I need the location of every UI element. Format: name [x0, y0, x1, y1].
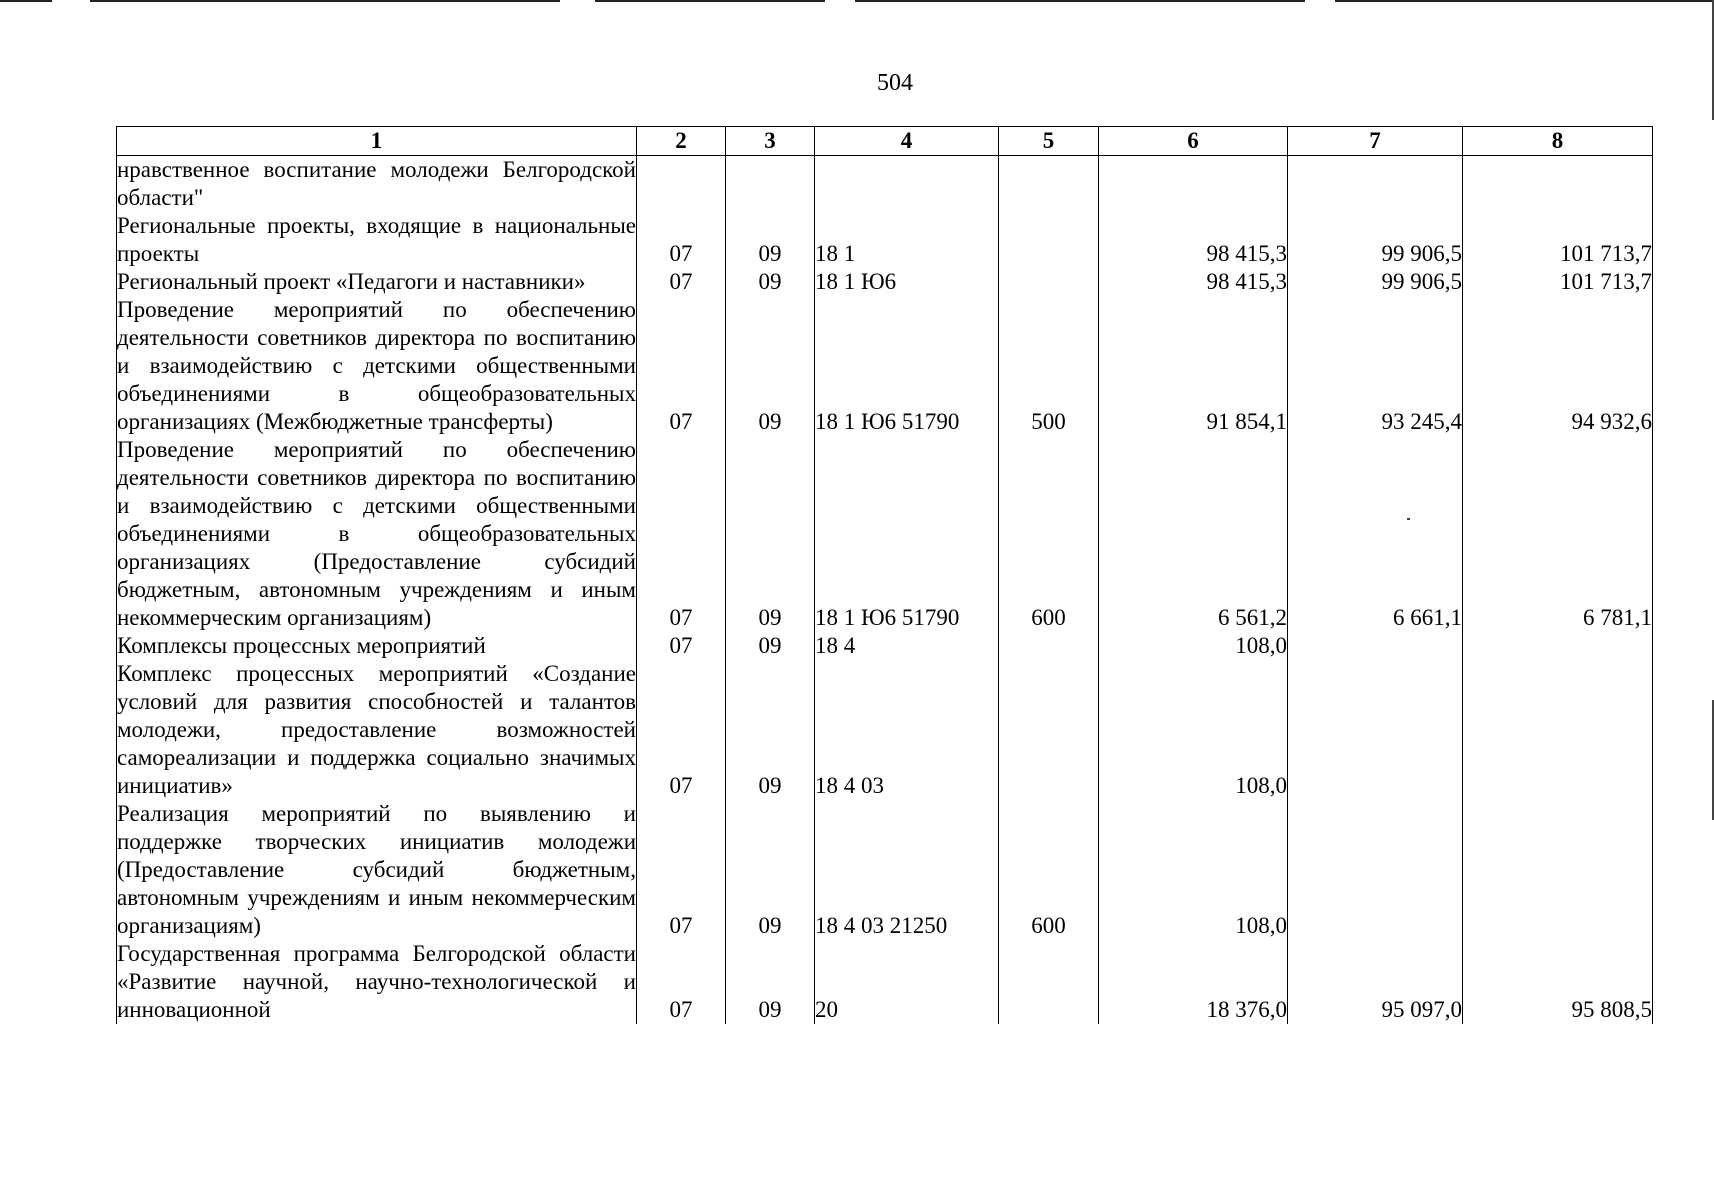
row-description: нравственное воспитание молодежи Белгородской области"	[117, 157, 636, 210]
table-row	[117, 156, 1653, 213]
row-description: Проведение мероприятий по обеспечению деятельности советников директора по воспитанию и взаимодействию с детскими общественными объединениями в общеобразовательных организациях (Предоставление субсидий бюджетным, автономным учреждениям и иным некоммерческим организациям)	[117, 437, 636, 630]
cell-section: 07	[637, 268, 726, 296]
table-row	[117, 212, 1653, 268]
row-description: Проведение мероприятий по обеспечению деятельности советников директора по воспитанию и взаимодействию с детскими общественными объединениями в общеобразовательных организациях (Межбюджетные трансферты)	[117, 297, 636, 434]
column-header: 7	[1288, 127, 1463, 156]
cell-expense-type: 600	[999, 800, 1099, 940]
table-row	[117, 268, 1653, 296]
cell-amount-year3	[1463, 156, 1653, 213]
table-row	[117, 632, 1653, 660]
cell-subsection: 09	[726, 800, 815, 940]
cell-section	[637, 156, 726, 213]
cell-subsection: 09	[726, 296, 815, 436]
cell-subsection	[726, 156, 815, 213]
cell-section: 07	[637, 296, 726, 436]
column-header: 4	[815, 127, 999, 156]
cell-amount-year3	[1463, 660, 1653, 800]
cell-expense-type	[999, 268, 1099, 296]
cell-expense-type	[999, 940, 1099, 1024]
cell-subsection: 09	[726, 632, 815, 660]
cell-amount-year3: 101 713,7	[1463, 212, 1653, 268]
cell-amount-year2	[1288, 632, 1463, 660]
cell-target-article: 18 1 Ю6 51790	[815, 436, 999, 632]
table-header-row	[117, 127, 1653, 156]
cell-expense-type	[999, 156, 1099, 213]
cell-subsection: 09	[726, 660, 815, 800]
cell-expense-type	[999, 660, 1099, 800]
cell-target-article: 20	[815, 940, 999, 1024]
row-description: Комплексы процессных мероприятий	[117, 632, 637, 660]
cell-amount-year1: 91 854,1	[1099, 296, 1288, 436]
column-header: 5	[999, 127, 1099, 156]
cell-expense-type: 500	[999, 296, 1099, 436]
cell-target-article: 18 1 Ю6	[815, 268, 999, 296]
table-row	[117, 660, 1653, 800]
cell-amount-year3	[1463, 632, 1653, 660]
cell-section: 07	[637, 632, 726, 660]
column-header: 6	[1099, 127, 1288, 156]
cell-amount-year3: 101 713,7	[1463, 268, 1653, 296]
cell-amount-year1: 108,0	[1099, 800, 1288, 940]
row-description: Региональный проект «Педагоги и наставники»	[117, 268, 637, 296]
scan-speck	[1407, 518, 1410, 520]
cell-section: 07	[637, 212, 726, 268]
cell-amount-year1	[1099, 156, 1288, 213]
cell-amount-year1: 18 376,0	[1099, 940, 1288, 1024]
table-row	[117, 940, 1653, 1024]
column-header: 3	[726, 127, 815, 156]
cell-amount-year2: 6 661,1	[1288, 436, 1463, 632]
cell-target-article: 18 1	[815, 212, 999, 268]
cell-subsection: 09	[726, 436, 815, 632]
cell-amount-year2: 99 906,5	[1288, 212, 1463, 268]
cell-subsection: 09	[726, 268, 815, 296]
cell-target-article: 18 4	[815, 632, 999, 660]
cell-target-article: 18 1 Ю6 51790	[815, 296, 999, 436]
cell-amount-year1: 98 415,3	[1099, 268, 1288, 296]
row-description: Комплекс процессных мероприятий «Создание условий для развития способностей и талантов молодежи, предоставление возможностей самореализации и поддержка социально значимых инициатив»	[117, 661, 636, 798]
cell-expense-type: 600	[999, 436, 1099, 632]
cell-expense-type	[999, 632, 1099, 660]
cell-expense-type	[999, 212, 1099, 268]
cell-amount-year3	[1463, 800, 1653, 940]
column-header: 1	[117, 127, 637, 156]
row-description: Региональные проекты, входящие в национальные проекты	[117, 213, 636, 266]
cell-amount-year2	[1288, 660, 1463, 800]
cell-amount-year2	[1288, 156, 1463, 213]
row-description: Реализация мероприятий по выявлению и поддержке творческих инициатив молодежи (Предоставление субсидий бюджетным, автономным учреждениям и иным некоммерческим организациям)	[117, 801, 636, 938]
page-number: 504	[877, 70, 913, 96]
cell-section: 07	[637, 800, 726, 940]
cell-amount-year1: 6 561,2	[1099, 436, 1288, 632]
cell-amount-year2: 99 906,5	[1288, 268, 1463, 296]
cell-amount-year2: 93 245,4	[1288, 296, 1463, 436]
cell-amount-year2: 95 097,0	[1288, 940, 1463, 1024]
cell-target-article: 18 4 03	[815, 660, 999, 800]
table-row	[117, 436, 1653, 632]
cell-amount-year1: 98 415,3	[1099, 212, 1288, 268]
cell-section: 07	[637, 436, 726, 632]
cell-target-article	[815, 156, 999, 213]
cell-subsection: 09	[726, 940, 815, 1024]
table-row	[117, 800, 1653, 940]
column-header: 8	[1463, 127, 1653, 156]
cell-subsection: 09	[726, 212, 815, 268]
table-row	[117, 296, 1653, 436]
cell-section: 07	[637, 940, 726, 1024]
cell-amount-year3: 94 932,6	[1463, 296, 1653, 436]
cell-target-article: 18 4 03 21250	[815, 800, 999, 940]
budget-table	[116, 126, 1653, 1024]
cell-amount-year2	[1288, 800, 1463, 940]
cell-amount-year3: 95 808,5	[1463, 940, 1653, 1024]
column-header: 2	[637, 127, 726, 156]
cell-section: 07	[637, 660, 726, 800]
scan-top-edge	[0, 0, 1714, 3]
cell-amount-year3: 6 781,1	[1463, 436, 1653, 632]
cell-amount-year1: 108,0	[1099, 632, 1288, 660]
cell-amount-year1: 108,0	[1099, 660, 1288, 800]
row-description: Государственная программа Белгородской области «Развитие научной, научно-технологической и инновационной	[117, 941, 636, 1022]
